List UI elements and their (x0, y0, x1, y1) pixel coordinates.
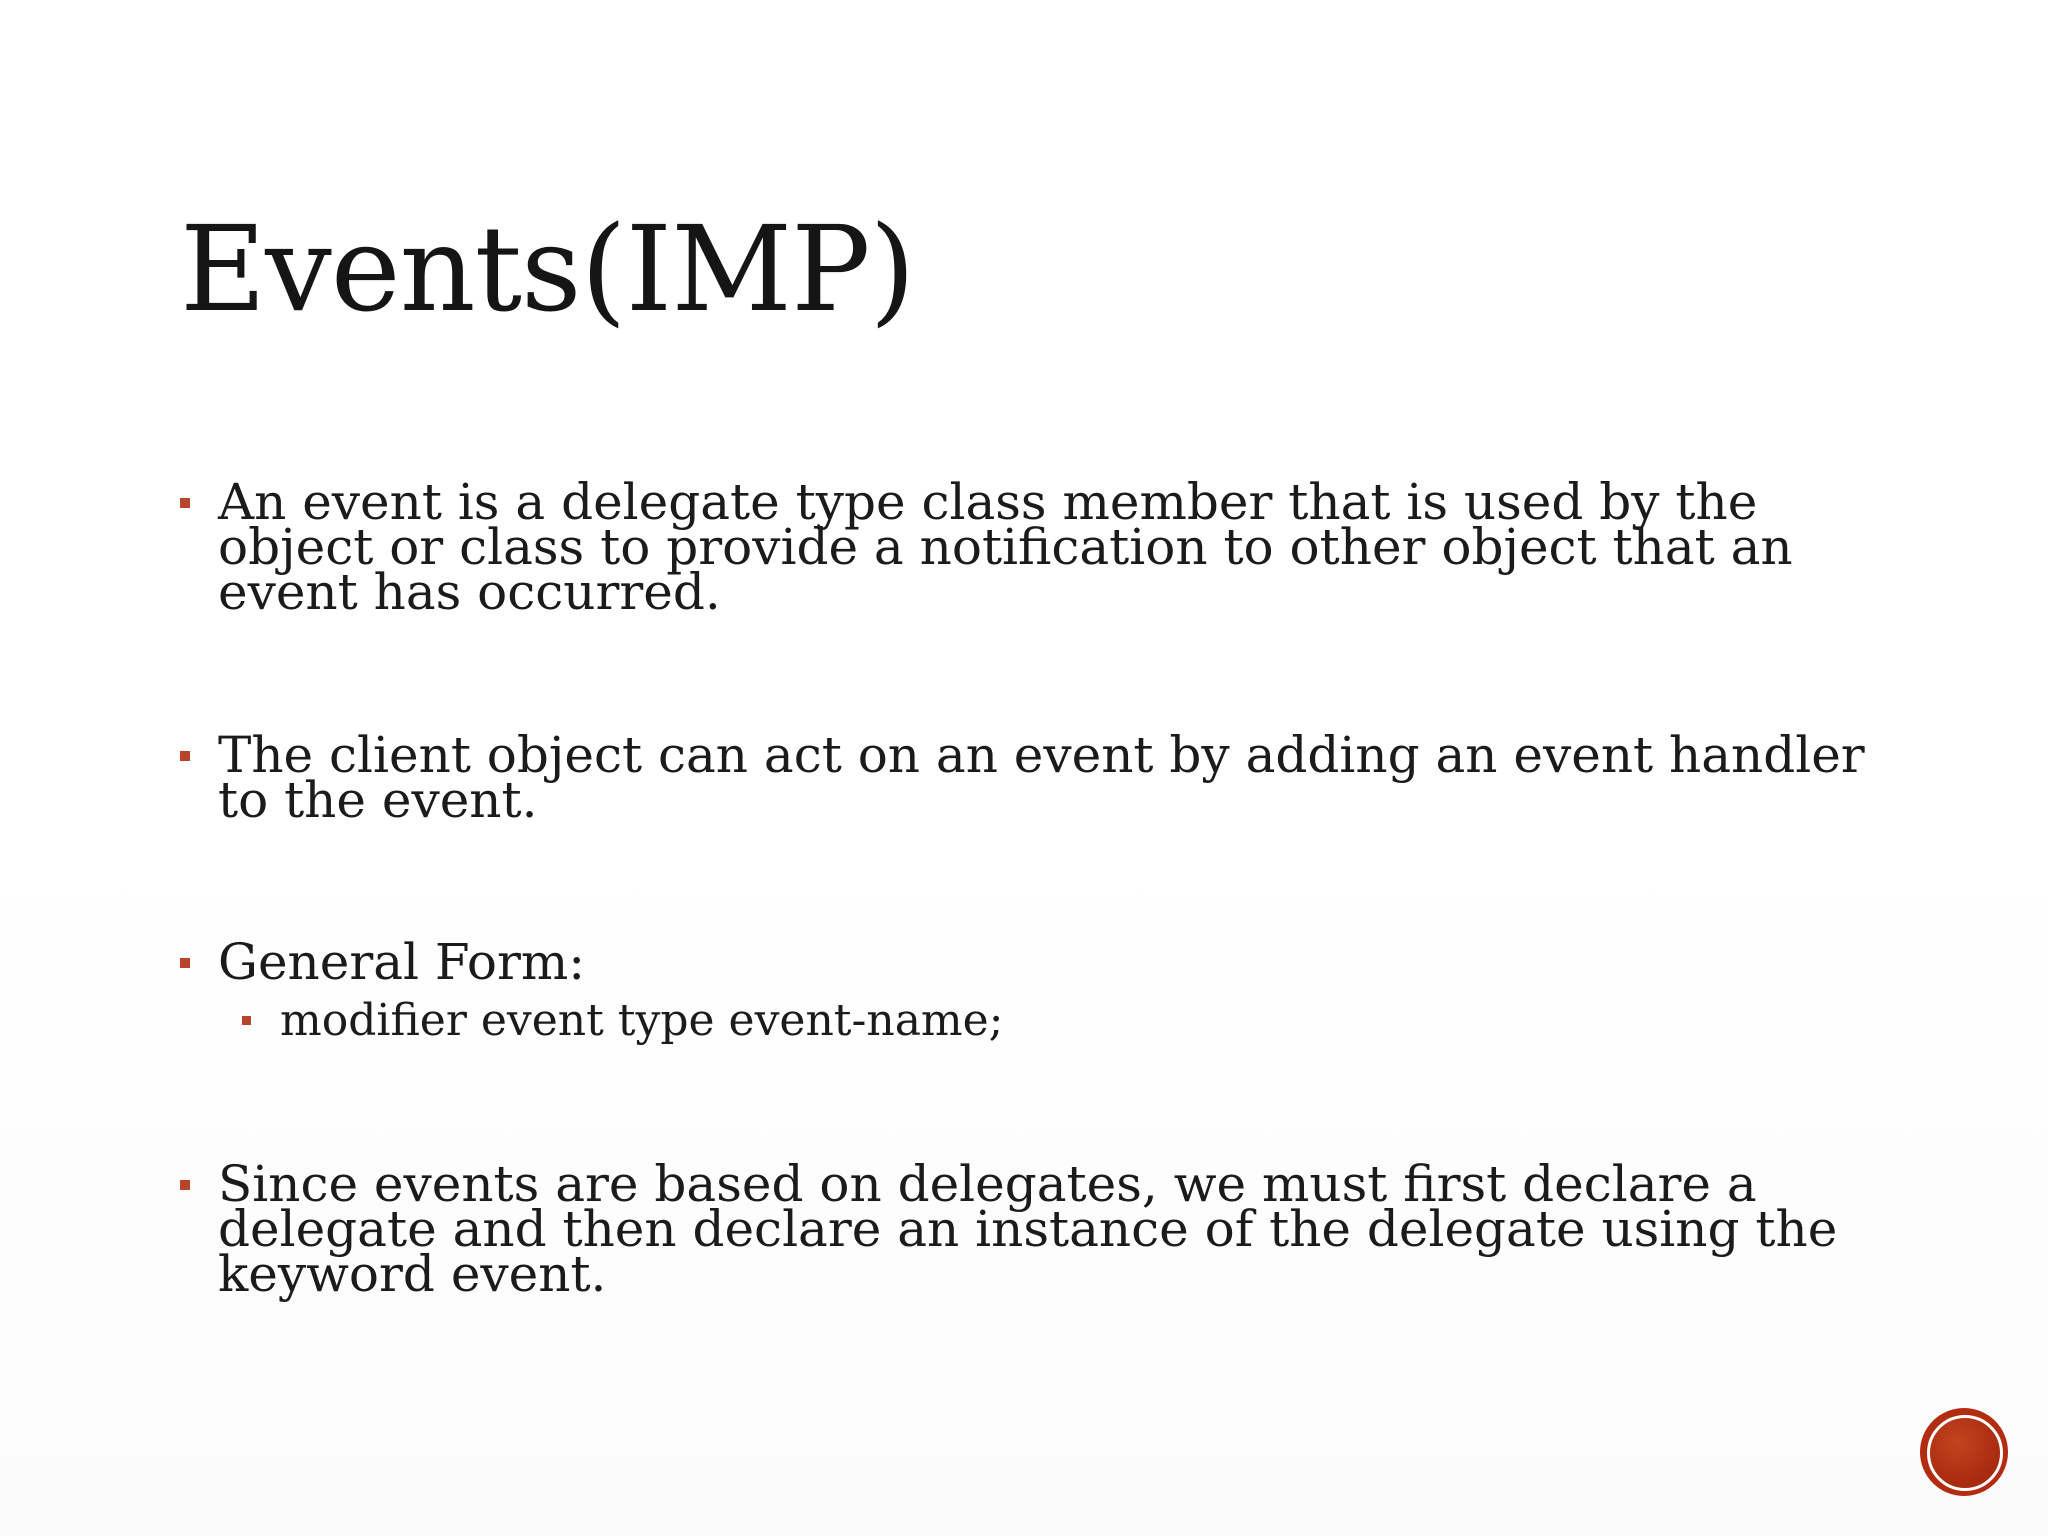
bullet-marker-icon (180, 751, 190, 761)
bullet-marker-icon (180, 1180, 190, 1190)
slide-title: Events(IMP) (180, 200, 915, 338)
bullet-marker-icon (180, 498, 190, 508)
sub-bullet-text: modifier event type event-name; (280, 995, 1004, 1046)
sub-bullet-marker-icon (242, 1016, 251, 1025)
nav-circle-icon[interactable] (1922, 1410, 2006, 1494)
bullet-text: An event is a delegate type class member that is used by the object or class to provide a notification to other object that an event has occurred. (218, 473, 1793, 621)
bullet-text: The client object can act on an event by adding an event handler to the event. (218, 726, 1865, 829)
nav-circle-ring (1927, 1415, 2003, 1491)
bullet-text: Since events are based on delegates, we must first declare a delegate and then declare an instance of the delegate using the keyword event. (218, 1155, 1838, 1303)
bullet-text: General Form: (218, 933, 586, 991)
bullet-marker-icon (180, 958, 190, 968)
